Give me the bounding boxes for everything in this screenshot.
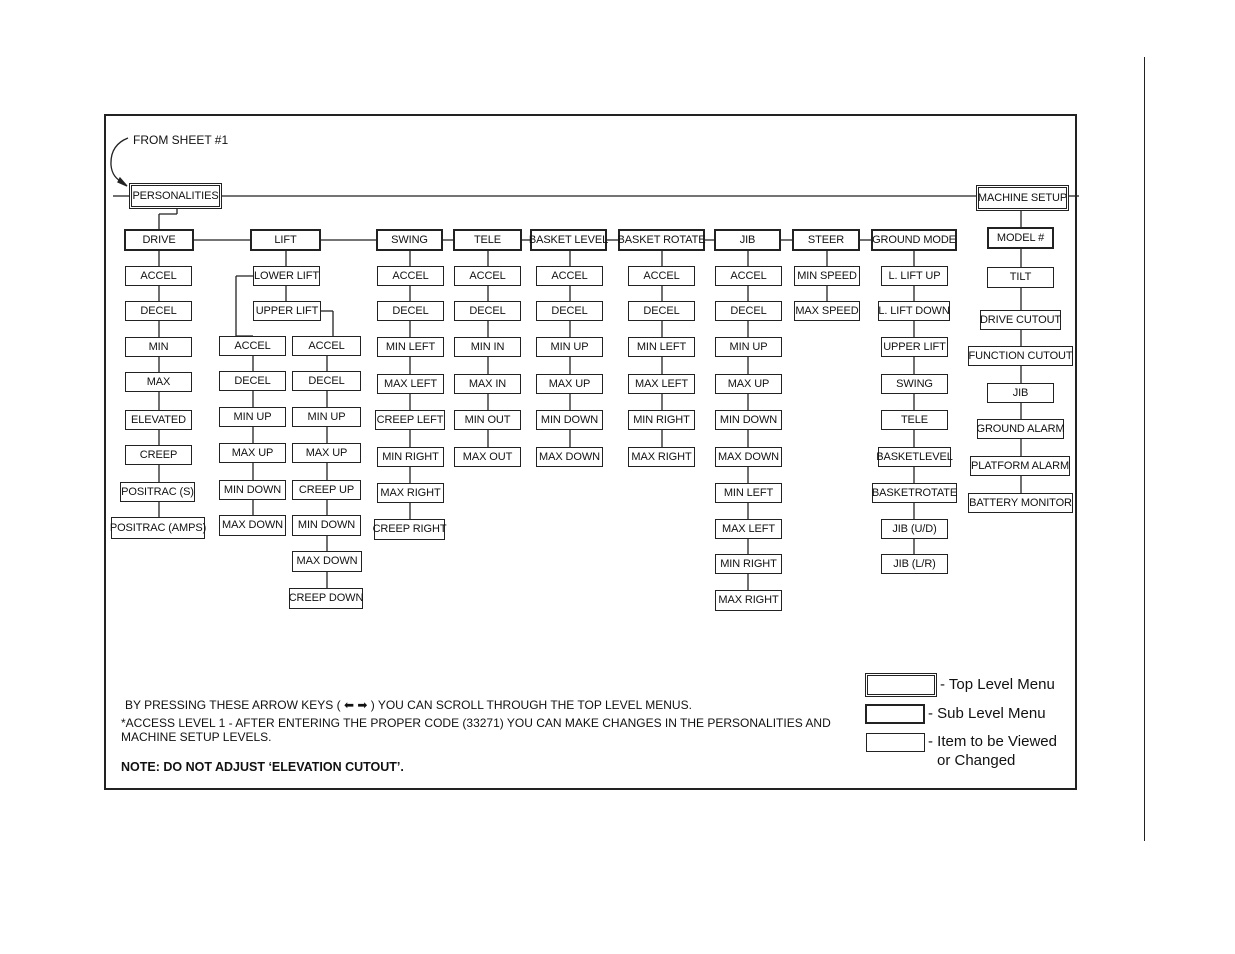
drive-item[interactable]: ELEVATED xyxy=(125,410,192,430)
basket-level-item[interactable]: MIN DOWN xyxy=(536,410,603,430)
upper-lift-submenu[interactable]: UPPER LIFT xyxy=(253,301,321,321)
tele-item[interactable]: MAX IN xyxy=(454,374,521,394)
upper-lift-item[interactable]: DECEL xyxy=(292,371,361,391)
basket-level-item[interactable]: ACCEL xyxy=(536,266,603,286)
swing-item[interactable]: MIN LEFT xyxy=(377,337,444,357)
ground-mode-item[interactable]: L. LIFT UP xyxy=(881,266,948,286)
upper-lift-item[interactable]: MAX UP xyxy=(292,443,361,463)
drive-item[interactable]: MIN xyxy=(125,337,192,357)
lower-lift-item[interactable]: MAX DOWN xyxy=(219,515,286,536)
steer-item[interactable]: MAX SPEED xyxy=(794,301,860,321)
warning-note: NOTE: DO NOT ADJUST ‘ELEVATION CUTOUT’. xyxy=(121,760,404,774)
tele-item[interactable]: ACCEL xyxy=(454,266,521,286)
basket-level-submenu[interactable]: BASKET LEVEL xyxy=(530,229,607,251)
from-sheet-label: FROM SHEET #1 xyxy=(133,133,229,147)
jib-item[interactable]: MIN UP xyxy=(715,337,782,357)
jib-item[interactable]: MAX LEFT xyxy=(715,519,782,539)
legend-sub-label: - Sub Level Menu xyxy=(928,705,1046,722)
lower-lift-item[interactable]: DECEL xyxy=(219,371,286,391)
upper-lift-item[interactable]: MIN DOWN xyxy=(292,515,361,536)
from-sheet-arrow xyxy=(111,138,128,183)
legend-item-label: - Item to be Viewed xyxy=(928,733,1057,750)
tele-item[interactable]: MIN OUT xyxy=(454,410,521,430)
arrow-keys-note: BY PRESSING THESE ARROW KEYS ( ⬅ ➡ ) YOU CAN SCROLL THROUGH THE TOP LEVEL MENUS. xyxy=(125,698,692,712)
legend-top-swatch xyxy=(865,673,937,697)
machine-setup-item[interactable]: FUNCTION CUTOUT xyxy=(968,346,1073,366)
legend-sub-swatch xyxy=(865,704,925,724)
basket-level-item[interactable]: MAX DOWN xyxy=(536,447,603,467)
jib-item[interactable]: MIN RIGHT xyxy=(715,554,782,574)
drive-item[interactable]: ACCEL xyxy=(125,266,192,286)
model-submenu[interactable]: MODEL # xyxy=(987,227,1054,249)
upper-lift-item[interactable]: CREEP UP xyxy=(292,480,361,500)
jib-item[interactable]: MIN LEFT xyxy=(715,483,782,503)
tele-item[interactable]: DECEL xyxy=(454,301,521,321)
ground-mode-item[interactable]: BASKETLEVEL xyxy=(878,447,951,467)
lower-lift-item[interactable]: MIN UP xyxy=(219,407,286,427)
machine-setup-item[interactable]: GROUND ALARM xyxy=(977,419,1064,439)
basket-rotate-item[interactable]: MAX RIGHT xyxy=(628,447,695,467)
swing-submenu[interactable]: SWING xyxy=(376,229,443,251)
access-level-note: *ACCESS LEVEL 1 - AFTER ENTERING THE PROPER CODE (33271) YOU CAN MAKE CHANGES IN THE PERSONALITIES AND xyxy=(121,716,831,730)
drive-item[interactable]: POSITRAC (S) xyxy=(120,482,195,502)
basket-level-item[interactable]: MIN UP xyxy=(536,337,603,357)
jib-submenu[interactable]: JIB xyxy=(714,229,781,251)
lower-lift-item[interactable]: ACCEL xyxy=(219,336,286,356)
upper-lift-item[interactable]: MAX DOWN xyxy=(292,551,362,572)
tele-item[interactable]: MIN IN xyxy=(454,337,521,357)
lower-lift-item[interactable]: MIN DOWN xyxy=(219,480,286,500)
swing-item[interactable]: ACCEL xyxy=(377,266,444,286)
ground-mode-item[interactable]: L. LIFT DOWN xyxy=(878,301,950,321)
machine-setup-item[interactable]: JIB xyxy=(987,383,1054,403)
jib-item[interactable]: MAX RIGHT xyxy=(715,590,782,611)
machine-setup-menu[interactable]: MACHINE SETUP xyxy=(976,185,1069,211)
swing-item[interactable]: CREEP LEFT xyxy=(375,410,445,430)
drive-item[interactable]: MAX xyxy=(125,372,192,392)
tele-submenu[interactable]: TELE xyxy=(453,229,522,251)
basket-rotate-item[interactable]: DECEL xyxy=(628,301,695,321)
basket-rotate-item[interactable]: MIN RIGHT xyxy=(628,410,695,430)
basket-rotate-item[interactable]: MAX LEFT xyxy=(628,374,695,394)
swing-item[interactable]: MIN RIGHT xyxy=(377,447,444,467)
steer-item[interactable]: MIN SPEED xyxy=(794,266,860,286)
basket-rotate-submenu[interactable]: BASKET ROTATE xyxy=(618,229,705,251)
legend-item-label-cont: or Changed xyxy=(937,752,1016,769)
ground-mode-item[interactable]: JIB (U/D) xyxy=(881,519,948,539)
lower-lift-submenu[interactable]: LOWER LIFT xyxy=(253,266,320,286)
swing-item[interactable]: DECEL xyxy=(377,301,444,321)
upper-lift-item[interactable]: ACCEL xyxy=(292,336,361,356)
steer-submenu[interactable]: STEER xyxy=(792,229,860,251)
ground-mode-item[interactable]: BASKETROTATE xyxy=(872,483,957,503)
machine-setup-item[interactable]: PLATFORM ALARM xyxy=(970,456,1070,476)
ground-mode-item[interactable]: JIB (L/R) xyxy=(881,554,948,574)
drive-item[interactable]: CREEP xyxy=(125,445,192,465)
swing-item[interactable]: MAX RIGHT xyxy=(377,483,444,503)
ground-mode-item[interactable]: TELE xyxy=(881,410,948,430)
basket-rotate-item[interactable]: MIN LEFT xyxy=(628,337,695,357)
access-level-note-cont: MACHINE SETUP LEVELS. xyxy=(121,730,272,744)
legend-top-label: - Top Level Menu xyxy=(940,676,1055,693)
personalities-menu[interactable]: PERSONALITIES xyxy=(129,183,222,209)
ground-mode-submenu[interactable]: GROUND MODE xyxy=(871,229,957,251)
lower-lift-item[interactable]: MAX UP xyxy=(219,443,286,463)
upper-lift-item[interactable]: CREEP DOWN xyxy=(289,588,363,609)
jib-item[interactable]: ACCEL xyxy=(715,266,782,286)
legend-item-swatch xyxy=(866,733,925,752)
drive-item[interactable]: POSITRAC (AMPS) xyxy=(111,517,205,539)
ground-mode-item[interactable]: SWING xyxy=(881,374,948,394)
basket-level-item[interactable]: MAX UP xyxy=(536,374,603,394)
swing-item[interactable]: MAX LEFT xyxy=(377,374,444,394)
lift-submenu[interactable]: LIFT xyxy=(250,229,321,251)
basket-level-item[interactable]: DECEL xyxy=(536,301,603,321)
machine-setup-item[interactable]: DRIVE CUTOUT xyxy=(980,310,1061,330)
drive-item[interactable]: DECEL xyxy=(125,301,192,321)
upper-lift-item[interactable]: MIN UP xyxy=(292,407,361,427)
machine-setup-item[interactable]: BATTERY MONITOR xyxy=(968,493,1073,513)
jib-item[interactable]: MAX UP xyxy=(715,374,782,394)
swing-item[interactable]: CREEP RIGHT xyxy=(374,519,445,540)
jib-item[interactable]: MIN DOWN xyxy=(715,410,782,430)
jib-item[interactable]: MAX DOWN xyxy=(715,447,782,467)
machine-setup-item[interactable]: TILT xyxy=(987,267,1054,288)
jib-item[interactable]: DECEL xyxy=(715,301,782,321)
drive-submenu[interactable]: DRIVE xyxy=(124,229,194,251)
ground-mode-item[interactable]: UPPER LIFT xyxy=(881,337,948,357)
tele-item[interactable]: MAX OUT xyxy=(454,447,521,467)
basket-rotate-item[interactable]: ACCEL xyxy=(628,266,695,286)
